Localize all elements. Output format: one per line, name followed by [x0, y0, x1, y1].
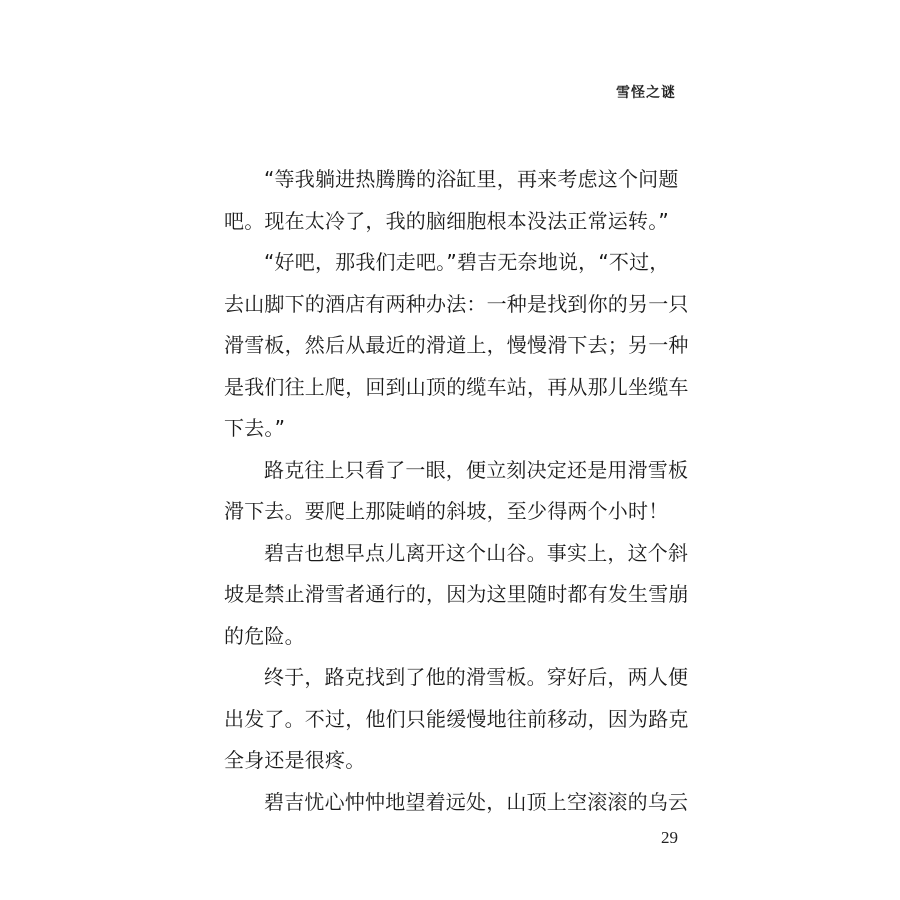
- text-line: 全身还是很疼。: [224, 748, 366, 772]
- text-line: 出发了。不过，他们只能缓慢地往前移动，因为路克: [224, 706, 689, 731]
- text-line: 坡是禁止滑雪者通行的，因为这里随时都有发生雪崩: [224, 582, 689, 606]
- text-line: “好吧，那我们走吧。”碧吉无奈地说，“不过，: [264, 250, 670, 274]
- text-line: “等我躺进热腾腾的浴缸里，再来考虑这个问题: [264, 167, 679, 191]
- text-line: 滑雪板，然后从最近的滑道上，慢慢滑下去；另一种: [224, 333, 689, 357]
- page-number: 29: [661, 828, 678, 847]
- text-line: 终于，路克找到了他的滑雪板。穿好后，两人便: [264, 665, 689, 689]
- text-line: 下去。”: [224, 416, 286, 440]
- text-line: 滑下去。要爬上那陡峭的斜坡，至少得两个小时！: [224, 499, 669, 523]
- text-line: 路克往上只看了一眼，便立刻决定还是用滑雪板: [264, 457, 689, 482]
- text-line: 去山脚下的酒店有两种办法：一种是找到你的另一只: [224, 291, 689, 316]
- running-header-title: 雪怪之谜: [616, 85, 676, 101]
- text-line: 吧。现在太冷了，我的脑细胞根本没法正常运转。”: [224, 208, 669, 233]
- text-line: 碧吉忧心忡忡地望着远处，山顶上空滚滚的乌云: [264, 789, 689, 814]
- body-text: [224, 159, 694, 823]
- text-line: 是我们往上爬，回到山顶的缆车站，再从那儿坐缆车: [224, 374, 689, 399]
- text-line: 的危险。: [224, 623, 305, 648]
- text-line: 碧吉也想早点儿离开这个山谷。事实上，这个斜: [264, 540, 689, 565]
